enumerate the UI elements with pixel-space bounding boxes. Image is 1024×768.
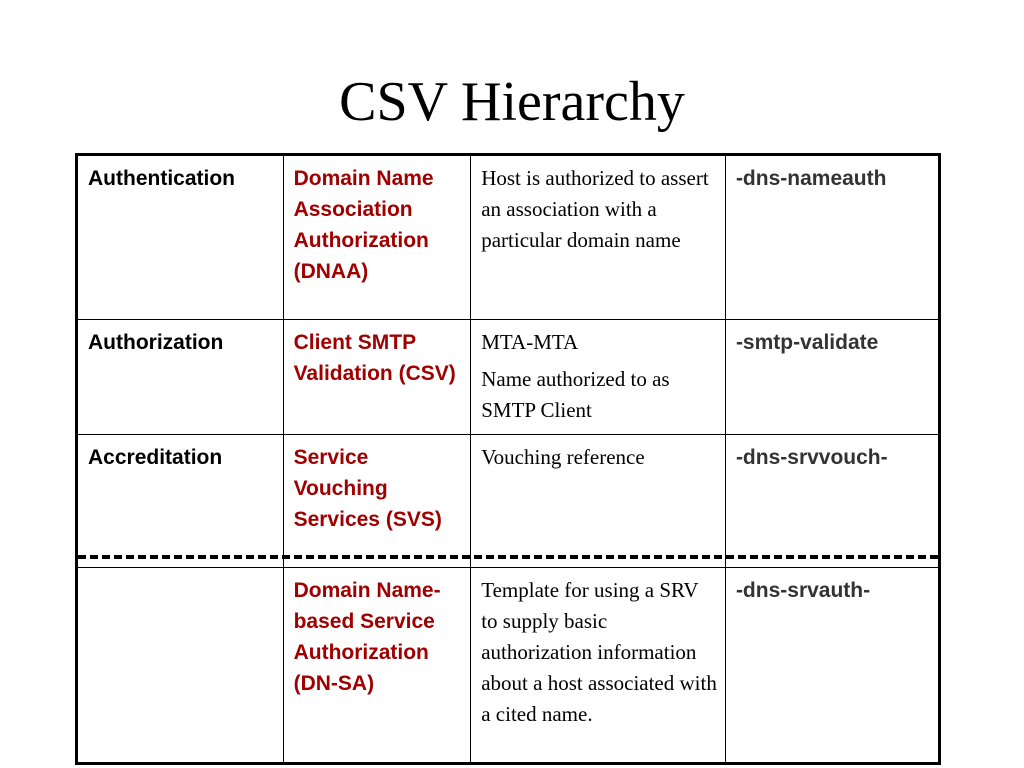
service-cell	[283, 320, 471, 435]
draft-name: -dns-srvvouch-	[735, 446, 888, 469]
hierarchy-table	[75, 153, 941, 765]
description-cell	[471, 155, 726, 320]
description-text: Vouching reference	[481, 445, 645, 469]
service-name: Service Vouching Services (SVS)	[293, 446, 442, 531]
service-name: Domain Name Association Authorization (DNAA)	[293, 167, 434, 283]
draft-cell	[725, 435, 939, 568]
table-row	[77, 568, 940, 764]
description-text: Host is authorized to assert an association with a particular domain name	[481, 166, 709, 252]
draft-name: -dns-srvauth-	[735, 579, 871, 602]
service-name: Domain Name-based Service Authorization (DN-SA)	[293, 579, 441, 695]
description-cell	[471, 320, 726, 435]
description-text: MTA-MTA	[481, 330, 579, 354]
category-label: Authorization	[88, 331, 224, 354]
category-cell	[77, 568, 284, 764]
table-row	[77, 320, 940, 435]
description-cell	[471, 435, 726, 568]
dashed-divider	[78, 555, 938, 559]
service-cell	[283, 568, 471, 764]
category-label: Accreditation	[88, 446, 223, 469]
description-text: Template for using a SRV to supply basic authorization information about a host associated with a cited name.	[481, 578, 717, 726]
service-name: Client SMTP Validation (CSV)	[293, 331, 456, 385]
draft-cell	[725, 320, 939, 435]
category-cell	[77, 435, 284, 568]
category-cell	[77, 320, 284, 435]
category-cell	[77, 155, 284, 320]
draft-name: -smtp-validate	[735, 331, 879, 354]
service-cell	[283, 435, 471, 568]
description-cell	[471, 568, 726, 764]
draft-name: -dns-nameauth	[735, 167, 887, 190]
category-label: Authentication	[88, 167, 235, 190]
slide-title: CSV Hierarchy	[339, 71, 685, 133]
draft-cell	[725, 155, 939, 320]
table-row	[77, 435, 940, 568]
table-row	[77, 155, 940, 320]
service-cell	[283, 155, 471, 320]
draft-cell	[725, 568, 939, 764]
description-text: Name authorized to as SMTP Client	[481, 367, 670, 422]
